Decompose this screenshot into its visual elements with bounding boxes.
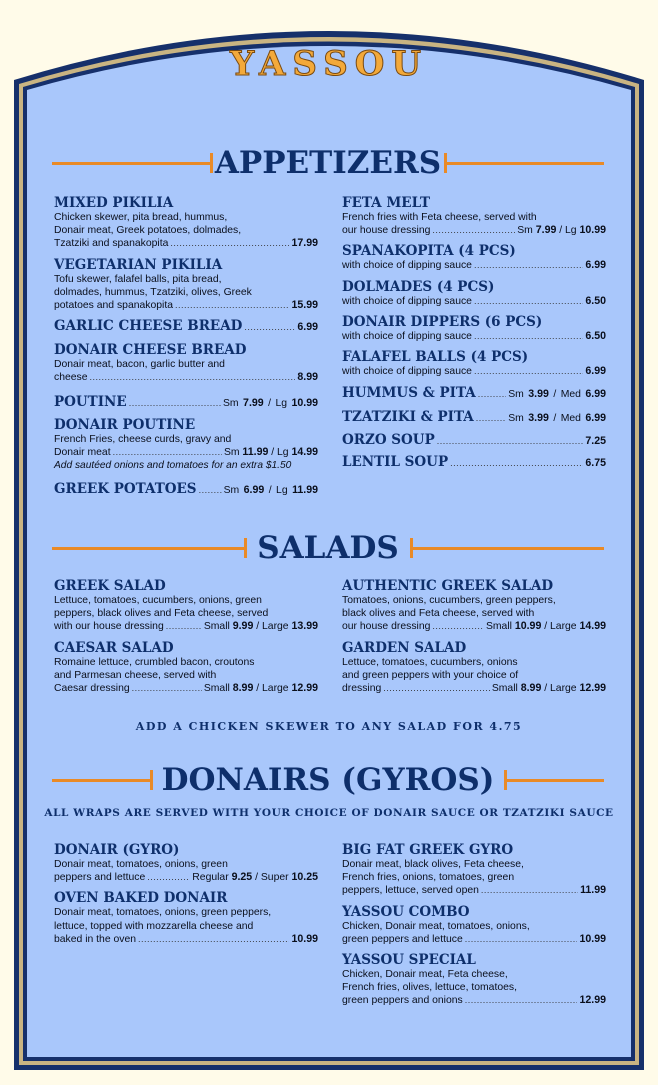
price-size-label: Sm (223, 397, 239, 409)
dot-leader (481, 884, 578, 897)
item-price-small: 11.99 (242, 445, 269, 458)
menu-item (342, 904, 606, 946)
price-size-label: Lg (565, 225, 577, 237)
price-size-label: Lg (275, 397, 288, 409)
donairs-right-column (342, 842, 606, 1008)
item-price-large: 10.99 (291, 396, 318, 409)
menu-item (342, 952, 606, 1008)
item-description: baked in the oven (54, 933, 137, 945)
item-description: Donair meat (54, 446, 111, 458)
item-name: FETA MELT (342, 195, 431, 211)
menu-item (342, 349, 606, 378)
salads-header (52, 528, 604, 568)
price-size-label: / (268, 485, 272, 497)
item-name: TZATZIKI & PITA (342, 409, 474, 426)
price-size-label: Sm (223, 446, 240, 458)
dot-leader (113, 446, 222, 459)
price-line (342, 365, 606, 378)
price-size-label: Med (560, 413, 581, 425)
item-description: peppers, lettuce, served open (342, 885, 479, 897)
item-description: and Parmesan cheese, served with (54, 669, 217, 681)
price-size-label: Small (485, 621, 512, 633)
menu-item (342, 578, 606, 634)
item-price: 10.99 (291, 932, 318, 945)
item-name: AUTHENTIC GREEK SALAD (342, 578, 554, 594)
item-name: YASSOU SPECIAL (342, 952, 476, 969)
item-name: DONAIR POUTINE (54, 416, 196, 433)
item-price-small: 9.99 (232, 620, 254, 633)
price-size-label: / (559, 225, 563, 237)
price-size-label: Sm (517, 225, 533, 237)
item-description: Caesar dressing (54, 683, 130, 695)
price-size-label: / (256, 621, 260, 633)
menu-item (54, 318, 318, 334)
price-size-label: Sm (223, 485, 240, 497)
menu-item (342, 640, 606, 696)
item-description: black olives and Feta cheese, served with (342, 608, 535, 620)
price-size-label: Sm (508, 413, 524, 425)
price-size-label: Super (260, 872, 289, 884)
item-name: MIXED PIKILIA (54, 195, 174, 211)
item-description: green peppers and lettuce (342, 933, 463, 945)
item-price-large: 14.99 (579, 620, 606, 633)
price-line (342, 682, 606, 695)
donairs-header (52, 760, 604, 800)
price-size-label: / (256, 683, 260, 695)
item-price: 7.25 (585, 435, 606, 448)
dot-leader (474, 365, 583, 378)
price-line (342, 330, 606, 343)
item-description: French fries with Feta cheese, served with (342, 212, 537, 223)
price-line (54, 871, 318, 884)
item-price-medium: 6.99 (585, 388, 606, 401)
appetizers-title: APPETIZERS (214, 145, 442, 181)
item-price: 6.50 (585, 294, 606, 307)
item-description: with choice of dipping sauce (342, 366, 472, 378)
item-price-small: 3.99 (528, 412, 549, 425)
menu-item (342, 842, 606, 898)
dot-leader (170, 237, 289, 250)
wraps-note: ALL WRAPS ARE SERVED WITH YOUR CHOICE OF DONAIR SAUCE OR TZATZIKI SAUCE (44, 807, 614, 819)
item-description: Tzatziki and spanakopita (54, 238, 169, 250)
item-description: peppers, black olives and Feta cheese, served (54, 608, 269, 620)
item-description: our house dressing (342, 621, 431, 633)
salad-addon-note: ADD A CHICKEN SKEWER TO ANY SALAD FOR 4.75 (135, 720, 523, 733)
item-description: Chicken, Donair meat, tomatoes, onions, (342, 920, 530, 932)
item-price-medium: 6.99 (585, 412, 606, 425)
item-description: with choice of dipping sauce (342, 260, 472, 272)
appetizers-right-column (342, 195, 606, 470)
item-price-large: 12.99 (291, 682, 318, 695)
item-price: 8.99 (297, 371, 318, 384)
salads-right-column (342, 578, 606, 695)
dot-leader (199, 485, 222, 495)
item-description: Donair meat, tomatoes, onions, green (54, 859, 228, 870)
price-line (342, 224, 606, 237)
item-price-large: 12.99 (579, 682, 606, 695)
price-size-label: Sm (508, 389, 524, 401)
menu-item (342, 432, 606, 448)
price-line (342, 994, 606, 1007)
menu-item (54, 480, 318, 498)
price-size-label: Large (262, 621, 289, 633)
price-size-label: Small (203, 683, 230, 695)
price-size-label: / (553, 389, 557, 401)
item-name: DONAIR CHEESE BREAD (54, 342, 247, 359)
dot-leader (132, 682, 202, 695)
restaurant-logo: YASSOU (229, 44, 429, 84)
item-price-small: 6.99 (243, 484, 265, 497)
item-price-large: 13.99 (291, 620, 318, 633)
item-price-small: 10.99 (514, 620, 542, 633)
price-line (54, 299, 318, 312)
item-price-super: 10.25 (291, 871, 318, 884)
price-size-label: / (268, 397, 272, 409)
item-description: peppers and lettuce (54, 872, 146, 884)
dot-leader (244, 322, 295, 332)
item-price: 6.99 (585, 259, 606, 272)
item-description: our house dressing (342, 225, 431, 237)
appetizers-header (52, 143, 604, 183)
dot-leader (90, 371, 296, 384)
item-name: GREEK SALAD (54, 578, 166, 594)
item-description: Donair meat, bacon, garlic butter and (54, 359, 225, 371)
item-price-small: 8.99 (232, 682, 254, 695)
item-description: potatoes and spanakopita (54, 300, 174, 312)
dot-leader (437, 436, 584, 446)
menu-item (54, 578, 318, 634)
menu-item (54, 257, 318, 313)
item-description: dressing (342, 683, 382, 695)
item-price: 6.50 (585, 329, 606, 342)
dot-leader (465, 933, 578, 946)
item-price-large: 14.99 (291, 445, 318, 458)
price-size-label: Large (262, 683, 289, 695)
menu-item (342, 195, 606, 237)
price-line (54, 682, 318, 695)
price-size-label: / (544, 683, 548, 695)
appetizers-left-column (54, 195, 318, 498)
dot-leader (147, 871, 190, 884)
item-description: lettuce, topped with mozzarella cheese and (54, 920, 254, 932)
menu-item (54, 640, 318, 696)
item-name: GARLIC CHEESE BREAD (54, 318, 243, 335)
item-price-large: 11.99 (292, 484, 318, 497)
dot-leader (476, 413, 506, 423)
item-price: 10.99 (579, 932, 606, 945)
price-size-label: Lg (276, 485, 288, 497)
dot-leader (474, 259, 583, 272)
item-description: Tomatoes, onions, cucumbers, green peppers, (342, 595, 556, 606)
salads-left-column (54, 578, 318, 695)
dot-leader (383, 682, 490, 695)
item-description: Lettuce, tomatoes, cucumbers, onions, green (54, 595, 262, 606)
price-line (342, 295, 606, 308)
item-price: 6.99 (585, 365, 606, 378)
price-line (342, 259, 606, 272)
item-description: Chicken, Donair meat, Feta cheese, (342, 969, 508, 981)
item-description: green peppers and onions (342, 995, 463, 1007)
item-description: with choice of dipping sauce (342, 330, 472, 342)
item-name: GARDEN SALAD (342, 639, 467, 656)
item-description: Donair meat, Greek potatoes, dolmades, (54, 225, 242, 237)
price-size-label: / (553, 413, 557, 425)
item-description: dolmades, hummus, Tzatziki, olives, Greek (54, 286, 252, 298)
item-price: 15.99 (291, 299, 318, 312)
item-description: Donair meat, tomatoes, onions, green peppers, (54, 907, 272, 919)
dot-leader (166, 620, 202, 633)
item-description: with our house dressing (54, 621, 164, 633)
item-description: Lettuce, tomatoes, cucumbers, onions (342, 656, 518, 668)
item-description: Romaine lettuce, crumbled bacon, croutons (54, 656, 255, 668)
price-line (54, 620, 318, 633)
price-size-label: Lg (277, 446, 289, 458)
price-line (54, 933, 318, 946)
menu-item (54, 417, 318, 472)
item-description: French fries, olives, lettuce, tomatoes, (342, 982, 517, 994)
item-name: CAESAR SALAD (54, 639, 174, 656)
item-price: 6.99 (297, 321, 318, 334)
item-name: BIG FAT GREEK GYRO (342, 842, 514, 858)
item-name: DOLMADES (4 PCS) (342, 278, 495, 295)
item-price-small: 8.99 (520, 682, 542, 695)
menu-item (342, 408, 606, 426)
price-size-label: / (271, 446, 275, 458)
item-name: ORZO SOUP (342, 432, 435, 449)
dot-leader (129, 398, 221, 408)
item-name: YASSOU COMBO (342, 903, 470, 920)
price-line (54, 446, 318, 459)
item-description: and green peppers with your choice of (342, 669, 519, 681)
price-size-label: Large (550, 683, 577, 695)
item-description: French Fries, cheese curds, gravy and (54, 433, 232, 445)
salads-title: SALADS (257, 530, 399, 566)
price-size-label: Med (560, 389, 581, 401)
price-line (54, 371, 318, 384)
dot-leader (138, 933, 289, 946)
item-name: GREEK POTATOES (54, 481, 197, 498)
item-name: OVEN BAKED DONAIR (54, 890, 228, 907)
item-name: LENTIL SOUP (342, 454, 449, 471)
price-line (54, 237, 318, 250)
item-price: 6.75 (585, 457, 606, 470)
item-description: Chicken skewer, pita bread, hummus, (54, 212, 228, 223)
price-size-label: Small (203, 621, 230, 633)
price-size-label: / (544, 621, 548, 633)
item-name: VEGETARIAN PIKILIA (54, 256, 223, 273)
price-size-label: Regular (192, 872, 229, 884)
price-size-label: Small (491, 683, 518, 695)
menu-item (54, 393, 318, 411)
item-name: DONAIR (GYRO) (54, 842, 180, 858)
item-name: FALAFEL BALLS (4 PCS) (342, 349, 529, 366)
menu-item (342, 243, 606, 272)
item-note: Add sautéed onions and tomatoes for an extra $1.50 (54, 460, 292, 472)
item-price-small: 7.99 (243, 396, 264, 409)
dot-leader (474, 295, 583, 308)
item-price-small: 7.99 (535, 224, 557, 237)
price-line (342, 884, 606, 897)
menu-item (342, 279, 606, 308)
item-name: SPANAKOPITA (4 PCS) (342, 243, 516, 260)
item-description: French fries, onions, tomatoes, green (342, 872, 515, 884)
item-price: 12.99 (579, 994, 606, 1007)
price-size-label: Large (550, 621, 577, 633)
item-price: 17.99 (291, 237, 318, 250)
item-description: Tofu skewer, falafel balls, pita bread, (54, 273, 222, 285)
price-line (342, 933, 606, 946)
item-name: DONAIR DIPPERS (6 PCS) (342, 313, 543, 330)
item-price-large: 10.99 (579, 224, 606, 237)
menu-item (342, 454, 606, 470)
donairs-left-column (54, 842, 318, 946)
item-price: 11.99 (580, 884, 606, 897)
item-price-small: 3.99 (528, 388, 549, 401)
menu-item (54, 890, 318, 946)
item-description: cheese (54, 372, 88, 384)
dot-leader (474, 330, 583, 343)
item-name: HUMMUS & PITA (342, 385, 476, 402)
dot-leader (175, 299, 289, 312)
menu-item (342, 384, 606, 402)
item-name: POUTINE (54, 393, 127, 410)
dot-leader (450, 458, 583, 468)
menu-item (54, 842, 318, 884)
menu-item (342, 314, 606, 343)
price-size-label: / (255, 872, 258, 884)
price-line (342, 620, 606, 633)
menu-item (54, 195, 318, 251)
dot-leader (478, 389, 506, 399)
item-description: with choice of dipping sauce (342, 295, 472, 307)
menu-item (54, 342, 318, 384)
item-description: Donair meat, black olives, Feta cheese, (342, 859, 524, 870)
donairs-title: DONAIRS (GYROS) (161, 762, 495, 798)
item-price-regular: 9.25 (231, 871, 253, 884)
dot-leader (465, 994, 578, 1007)
dot-leader (432, 224, 515, 237)
dot-leader (432, 620, 484, 633)
